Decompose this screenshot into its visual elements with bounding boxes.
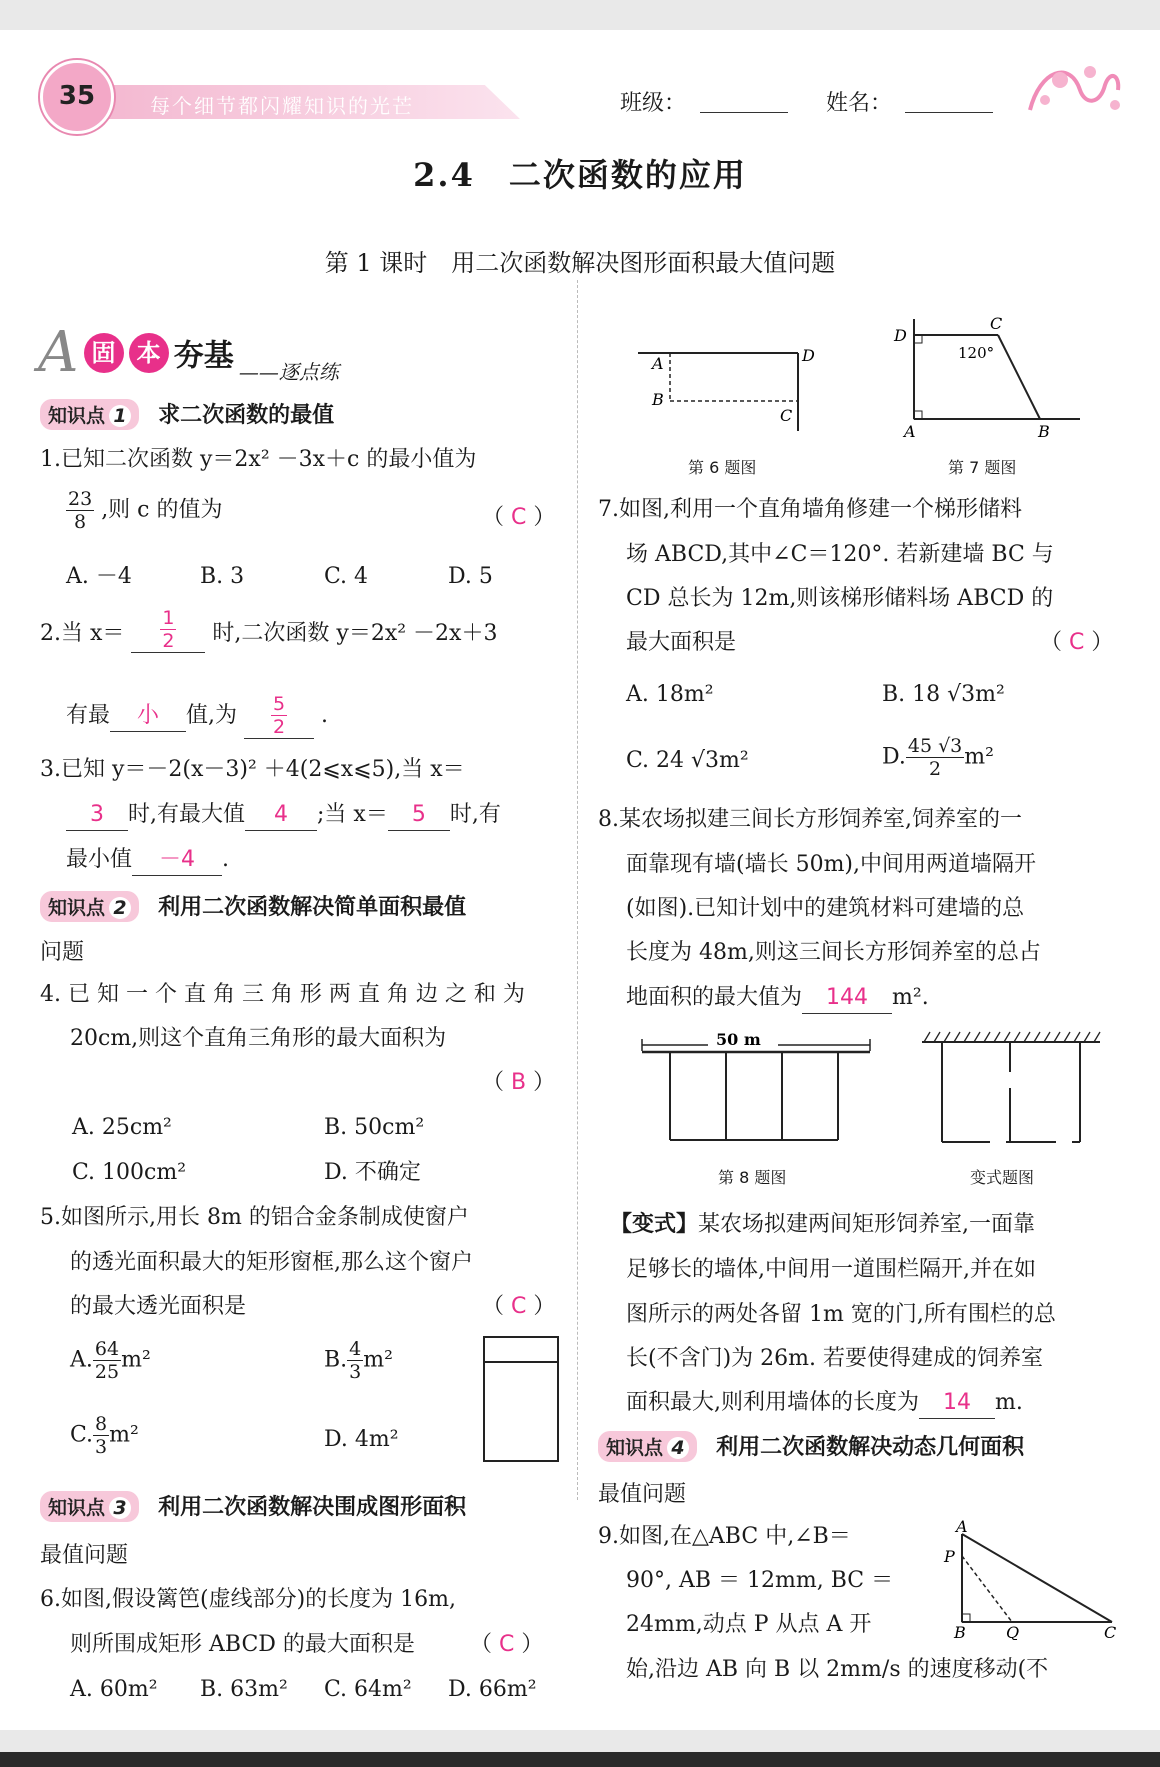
knowledge-point-2 [40, 890, 466, 922]
q7-label-d: D [894, 326, 907, 345]
q6-answer: （ C ） [470, 1632, 544, 1657]
q1-option-d: D. 5 [448, 564, 493, 589]
q8-figure [640, 1025, 875, 1145]
variant-fig-caption: 变式题图 [970, 1168, 1035, 1187]
q2-answer-3: $\frac{5}{2}$ [272, 693, 286, 738]
q8-fig-label: 50 m [716, 1030, 761, 1049]
q3-answer-1: 3 [66, 800, 128, 831]
q6-option-a: A. 60m² [70, 1677, 158, 1702]
q6-label-b: B [652, 390, 664, 409]
q6-line1: 6.如图,假设篱笆(虚线部分)的长度为 16m, [40, 1587, 456, 1612]
q9-line4: 始,沿边 AB 向 B 以 2mm/s 的速度移动(不 [626, 1657, 1049, 1682]
q5-option-a: A. $\frac{64}{25}$ m² [70, 1338, 151, 1383]
q8-line2: 面靠现有墙(墙长 50m),中间用两道墙隔开 [626, 852, 1037, 877]
section-char-1: 固 [84, 333, 124, 373]
kp2-title: 利用二次函数解决简单面积最值 [158, 895, 467, 920]
q7-fig-caption: 第 7 题图 [948, 458, 1017, 477]
q7-angle: 120° [958, 344, 995, 362]
q4-line2: 20cm,则这个直角三角形的最大面积为 [70, 1026, 447, 1051]
knowledge-point-4 [598, 1430, 1024, 1462]
q7-line3: CD 总长为 12m,则该梯形储料场 ABCD 的 [626, 586, 1054, 611]
name-label: 姓名： [826, 91, 893, 116]
q3-answer-3: 5 [388, 800, 450, 831]
section-sub: ——逐点练 [238, 360, 339, 384]
q6-label-a: A [652, 354, 664, 373]
kp3-title-2: 最值问题 [40, 1543, 129, 1568]
header-slogan: 每个细节都闪耀知识的光芒 [150, 94, 414, 118]
q7-option-a: A. 18m² [626, 682, 714, 707]
section-a-heading [38, 320, 339, 385]
q6-fig-caption: 第 6 题图 [688, 458, 757, 477]
page-number-badge [40, 60, 114, 134]
q3-line2: 3 时,有最大值 4 ;当 x＝ 5 时,有 [66, 800, 501, 831]
q4-option-a: A. 25cm² [72, 1115, 172, 1140]
q8-line3: (如图).已知计划中的建筑材料可建墙的总 [626, 896, 1025, 921]
bottom-bar [0, 1752, 1160, 1767]
q6-label-c: C [780, 406, 793, 425]
q5-line2: 的透光面积最大的矩形窗框,那么这个窗户 [70, 1250, 473, 1275]
q1-option-a: A. －4 [66, 564, 132, 589]
q9-line1: 9.如图,在△ABC 中,∠B＝ [598, 1524, 851, 1549]
q4-option-d: D. 不确定 [324, 1160, 421, 1185]
q9-label-p: P [944, 1547, 955, 1566]
q1-line1: 1.已知二次函数 y＝2x² －3x＋c 的最小值为 [40, 447, 477, 472]
q5-line1: 5.如图所示,用长 8m 的铝合金条制成使窗户 [40, 1205, 469, 1230]
q1-answer: （ C ） [482, 505, 556, 530]
q4-option-b: B. 50cm² [324, 1115, 425, 1140]
q7-line4: 最大面积是 [626, 630, 737, 655]
variant-line4: 长(不含门)为 26m. 若要使得建成的饲养室 [626, 1346, 1044, 1371]
q5-option-c: C. $\frac{8}{3}$ m² [70, 1413, 139, 1458]
kp3-badge: 知识点 3 [40, 1491, 139, 1522]
q9-label-b: B [954, 1623, 966, 1640]
q3-answer-4: －4 [132, 845, 222, 876]
column-divider [577, 280, 578, 1500]
q2-line2: 有最 小 值,为 $\frac{5}{2}$ . [66, 693, 329, 738]
section-text: 夯基 [173, 338, 234, 374]
q1-option-b: B. 3 [200, 564, 245, 589]
q7-answer: （ C ） [1040, 630, 1114, 655]
q9-label-a: A [956, 1520, 968, 1536]
q1-line2: $\frac{23}{8}$ ,则 c 的值为 [68, 488, 223, 533]
q7-line2: 场 ABCD,其中∠C＝120°. 若新建墙 BC 与 [626, 542, 1054, 567]
q9-label-q: Q [1006, 1623, 1020, 1640]
q9-label-c: C [1104, 1623, 1117, 1640]
q7-option-c: C. 24 √3m² [626, 748, 749, 773]
q4-answer: （ B ） [482, 1070, 556, 1095]
q5-window-figure [482, 1335, 562, 1465]
kp1-badge: 知识点 1 [40, 399, 139, 430]
variant-line1: 【变式】某农场拟建两间矩形饲养室,一面靠 [610, 1212, 1036, 1237]
q9-line2: 90°, AB ＝ 12mm, BC ＝ [626, 1568, 894, 1593]
q7-label-b: B [1038, 422, 1050, 440]
knowledge-point-1 [40, 398, 334, 430]
q5-option-b: B. $\frac{4}{3}$ m² [324, 1338, 393, 1383]
q8-answer: 144 [802, 983, 892, 1014]
variant-line3: 图所示的两处各留 1m 宽的门,所有围栏的总 [626, 1302, 1056, 1327]
q8-line4: 长度为 48m,则这三间长方形饲养室的总占 [626, 940, 1041, 965]
variant-tag: 【变式】 [610, 1212, 699, 1237]
q1-option-c: C. 4 [324, 564, 369, 589]
class-field[interactable] [700, 112, 788, 113]
q9-figure [940, 1520, 1120, 1640]
q7-figure [890, 315, 1090, 440]
variant-line2: 足够长的墙体,中间用一道围栏隔开,并在如 [626, 1257, 1036, 1282]
kp2-title-2: 问题 [40, 940, 85, 965]
section-char-2: 本 [129, 333, 169, 373]
q7-option-b: B. 18 √3m² [882, 682, 1005, 707]
page-subtitle: 第 1 课时 用二次函数解决图形面积最大值问题 [324, 249, 836, 277]
q6-label-d: D [802, 346, 815, 365]
q6-option-b: B. 63m² [200, 1677, 288, 1702]
q5-answer: （ C ） [482, 1294, 556, 1319]
variant-answer: 14 [919, 1388, 995, 1419]
q8-fig-caption: 第 8 题图 [718, 1168, 787, 1187]
knowledge-point-3 [40, 1490, 466, 1522]
flourish-ornament-icon [1020, 50, 1130, 125]
q6-figure [630, 335, 820, 435]
q4-line1: 4. 已 知 一 个 直 角 三 角 形 两 直 角 边 之 和 为 [40, 982, 525, 1007]
q7-option-d: D. $\frac{45 √3}{2}$ m² [882, 735, 994, 780]
name-field[interactable] [905, 112, 993, 113]
q2-answer-1: $\frac{1}{2}$ [162, 607, 175, 652]
q6-option-d: D. 66m² [448, 1677, 537, 1702]
kp4-title-2: 最值问题 [598, 1482, 687, 1507]
q8-line5: 地面积的最大值为 144 m². [626, 983, 929, 1014]
kp3-title: 利用二次函数解决围成图形面积 [158, 1495, 467, 1520]
q1-fraction: $\frac{23}{8}$ [68, 488, 93, 533]
q5-option-d: D. 4m² [324, 1427, 399, 1452]
q2-answer-2: 小 [110, 701, 186, 732]
kp1-title: 求二次函数的最值 [158, 403, 335, 428]
q3-line3: 最小值 －4 . [66, 845, 229, 876]
variant-figure [920, 1030, 1102, 1148]
kp2-badge: 知识点 2 [40, 891, 139, 922]
kp4-badge: 知识点 4 [598, 1431, 697, 1462]
q3-answer-2: 4 [245, 800, 317, 831]
q7-line1: 7.如图,利用一个直角墙角修建一个梯形储料 [598, 497, 1022, 522]
page-number: 35 [58, 81, 96, 111]
variant-line5: 面积最大,则利用墙体的长度为 14 m. [626, 1388, 1023, 1419]
page-title: 2.4 二次函数的应用 [413, 156, 747, 194]
class-label: 班级： [620, 91, 687, 116]
q3-line1: 3.已知 y＝－2(x－3)² ＋4(2⩽x⩽5),当 x＝ [40, 757, 465, 782]
q7-label-c: C [990, 315, 1003, 333]
page [0, 30, 1160, 1730]
q6-line2: 则所围成矩形 ABCD 的最大面积是 [70, 1632, 415, 1657]
kp4-title: 利用二次函数解决动态几何面积 [716, 1435, 1025, 1460]
q4-option-c: C. 100cm² [72, 1160, 187, 1185]
q6-option-c: C. 64m² [324, 1677, 412, 1702]
q7-label-a: A [904, 422, 916, 440]
q8-line1: 8.某农场拟建三间长方形饲养室,饲养室的一 [598, 807, 1022, 832]
q9-line3: 24mm,动点 P 从点 A 开 [626, 1612, 872, 1637]
section-letter: A [38, 320, 79, 385]
q5-line3: 的最大透光面积是 [70, 1294, 247, 1319]
q2-line1: 2.当 x＝ $\frac{1}{2}$ 时,二次函数 y＝2x² －2x＋3 [40, 607, 498, 652]
